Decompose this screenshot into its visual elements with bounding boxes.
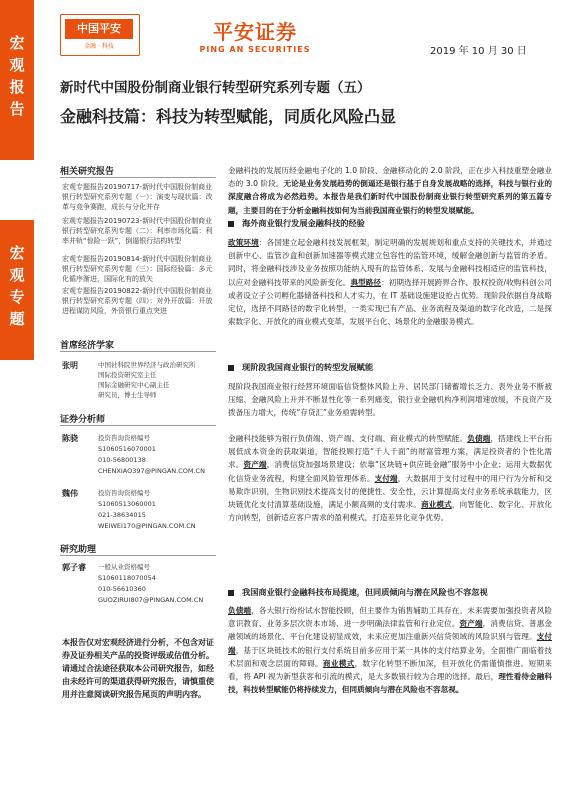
divider [60,425,216,426]
analysts-heading: 证券分析师 [60,415,106,425]
assistant-heading: 研究助理 [60,545,97,555]
analyst-name: 魏伟 [62,489,78,498]
chief-name: 张明 [62,361,78,370]
sidebar-macro-report-band [0,0,34,160]
logo-subtext: 金融 · 科技 [84,43,114,50]
sidebar-macro-topic-label: 宏 观 专 题 [9,244,25,328]
analyst-info: 投资咨询资格编号 S1060516070001 010-56800138 CHENXIAO397@PINGAN.COM.CN [98,434,205,475]
sidebar-macro-report-label: 宏 观 报 告 [9,34,25,118]
report-series-title: 新时代中国股份制商业银行转型研究系列专题（五） [60,80,371,96]
divider [60,351,216,352]
disclaimer: 本报告仅对宏观经济进行分析，不包含对证券及证券相关产品的投资评级或估值分析。请通过合法途径获取本公司研究报告，如经由未经许可的渠道获得研究报告，请慎重使用并注意阅读研究报告尾页的声明内容。 [62,638,214,699]
section-heading-2: 现阶段我国商业银行的转型发展赋能 [228,362,552,373]
section-heading-1: 海外商业银行发展金融科技的经验 [228,218,552,229]
related-report-4: 宏观专题报告20190822-新时代中国股份制商业银行转型研究系列专题（四）：对外开放篇：开放进程谋防风险，外资银行重点突进 [62,287,213,315]
divider [60,177,216,178]
brand-cn: 平安证券 [213,20,297,44]
analyst-info: 投资咨询资格编号 S1060513060001 021-38634015 WEIWEI170@PINGAN.COM.CN [98,489,196,530]
brand-mark [185,16,325,54]
logo-text: 中国平安 [65,19,133,39]
related-reports-heading: 相关研究报告 [60,167,115,177]
section-bullet-icon [228,221,234,227]
section-heading-3: 我国商业银行金融科技布局提速，但同质倾向与潜在风险也不容忽视 [228,587,552,598]
report-date: 2019 年 10 月 30 日 [430,46,527,57]
pingan-logo [60,14,140,56]
section-bullet-icon [228,365,234,371]
intro-paragraph: 金融科技的发展历经金融电子化的 1.0 阶段、金融移动化的 2.0 阶段，正在步入科技重塑金融业态的 3.0 阶段。无论是业务发展趋势的倒逼还是银行基于自身发展战略的选择，科技与银行业的深度融合将成为必然趋势。本报告是我们新时代中国股份制商业银行转型研究系列的第五篇专题，主要目的在于分析金融科技如何为当前我国商业银行的转型发展赋能。 [228,166,553,215]
policy-paragraph: 政策环境：各国建立起金融科技发展框架，制定明确的发展规划和重点支持的关键技术，并通过创新中心、监管沙盒和创新加速器等模式建立包容性的监管环境，缓解金融创新与监管的矛盾。同时，将金融科技涉及业务按照功能纳入现有的监管体系、发展与金融科技相适应的监管科技，以应对金融科技带来的风险新变化。典型路径：初期选择开展跨界合作、股权投资/收购科创公司或者设立子公司孵化器储备科技和人才实力，在 IT 基础设施建设抢占优势。现阶段依据自身战略定位，选择不同路径的数字化转型，一类实现已有产品、业务流程及渠道的数字化改造，二是探索数字化、开放化的商业模式变革，发展平台化、场景化的金融服务模式。 [228,238,553,327]
section-bullet-icon [228,590,234,596]
left-sidebar [0,0,34,808]
related-report-2: 宏观专题报告20190723-新时代中国股份制商业银行转型研究系列专题（二）：利率市场化篇：利率并轨“惊险一跃”，倒逼银行结构转型 [62,217,213,245]
assistant-name: 郭子睿 [62,563,86,572]
related-report-1: 宏观专题报告20190717-新时代中国股份制商业银行转型研究系列专题（一）：演变与现状篇：改革与竞争赛跑，成长与分化并存 [62,183,213,211]
environment-paragraph: 现阶段我国商业银行经营环境面临信贷整体风险上升、居民部门储蓄增长乏力、表外业务不断被压缩、金融风险上升并不断显性化等一系列痛变，银行业金融机构净利润增速放缓，不良资产及拨备压力增大，传统“存贷汇”业务亟需转型。 [228,382,552,418]
chief-info: 中国社科院世界经济与政治研究所 国际投资研究室主任 国际金融研究中心副主任 研究员，博士生导师 [98,361,196,399]
divider [60,555,216,556]
chief-economist-heading: 首席经济学家 [60,341,115,351]
report-title: 金融科技篇：科技为转型赋能，同质化风险凸显 [60,107,397,126]
fintech-empowerment-paragraph: 金融科技能够为银行负债端、资产端、支付端、商业模式的转型赋能。负债端，搭建线上平台拓展低成本资金的获取渠道，智能投顾打造“千人千面”的财富管理方案，满足投资者的个性化需求。资产端，消费信贷加强场景建设；依靠“区块链+供应链金融”服务中小企业；运用大数据优化信贷业务流程，构建全面风险管理体系。支付端，大数据用于支付过程中的用户行为分析和交易欺诈识别，生物识别技术提高支付的便捷性、安全性，云计算提高支付业务系统承载能力，区块链优化支付清算基础设施，满足小额高频的支付需求。商业模式，向智能化、数字化、开放化方向转型，创新适应客户需求的盈利模式，打造差异化竞争优势。 [228,434,553,523]
assistant-info: 一般从业资格编号 S1060118070054 010-56610360 GUOZIRUI807@PINGAN.COM.CN [98,563,204,604]
related-report-3: 宏观专题报告20190814-新时代中国股份制商业银行转型研究系列专题（三）：国际经验篇：多元化循序渐进，国际化有的放矢 [62,255,213,283]
sidebar-macro-topic-band [0,220,34,360]
brand-en: PING AN SECURITIES [199,45,311,54]
analyst-name: 陈骁 [62,434,78,443]
domestic-layout-paragraph: 负债端，各大银行纷纷试水智能投顾，但主要作为销售辅助工具存在。未来需要加强投资者风险意识教育、业务多层次资本市场、进一步明确法律监管和行业定位。资产端，消费信贷、普惠金融领域的场景化、平台化建设初显成效，未来应更加注重新兴信贷领域的风险识别与管理。支付端，基于区块链技术的银行支付系统目前多应用于某一具体的支付结算业务，全面推广面临着技术层面和观念层面的障碍。商业模式，数字化转型不断加深，但开放化仍需谨慎推进。短期来看，将 API 视为新型获客和引流的模式，是大多数银行较为合理的选择。最后，理性看待金融科技，科技转型赋能仍将持续发力，但同质倾向与潜在风险也不容忽视。 [228,606,553,695]
